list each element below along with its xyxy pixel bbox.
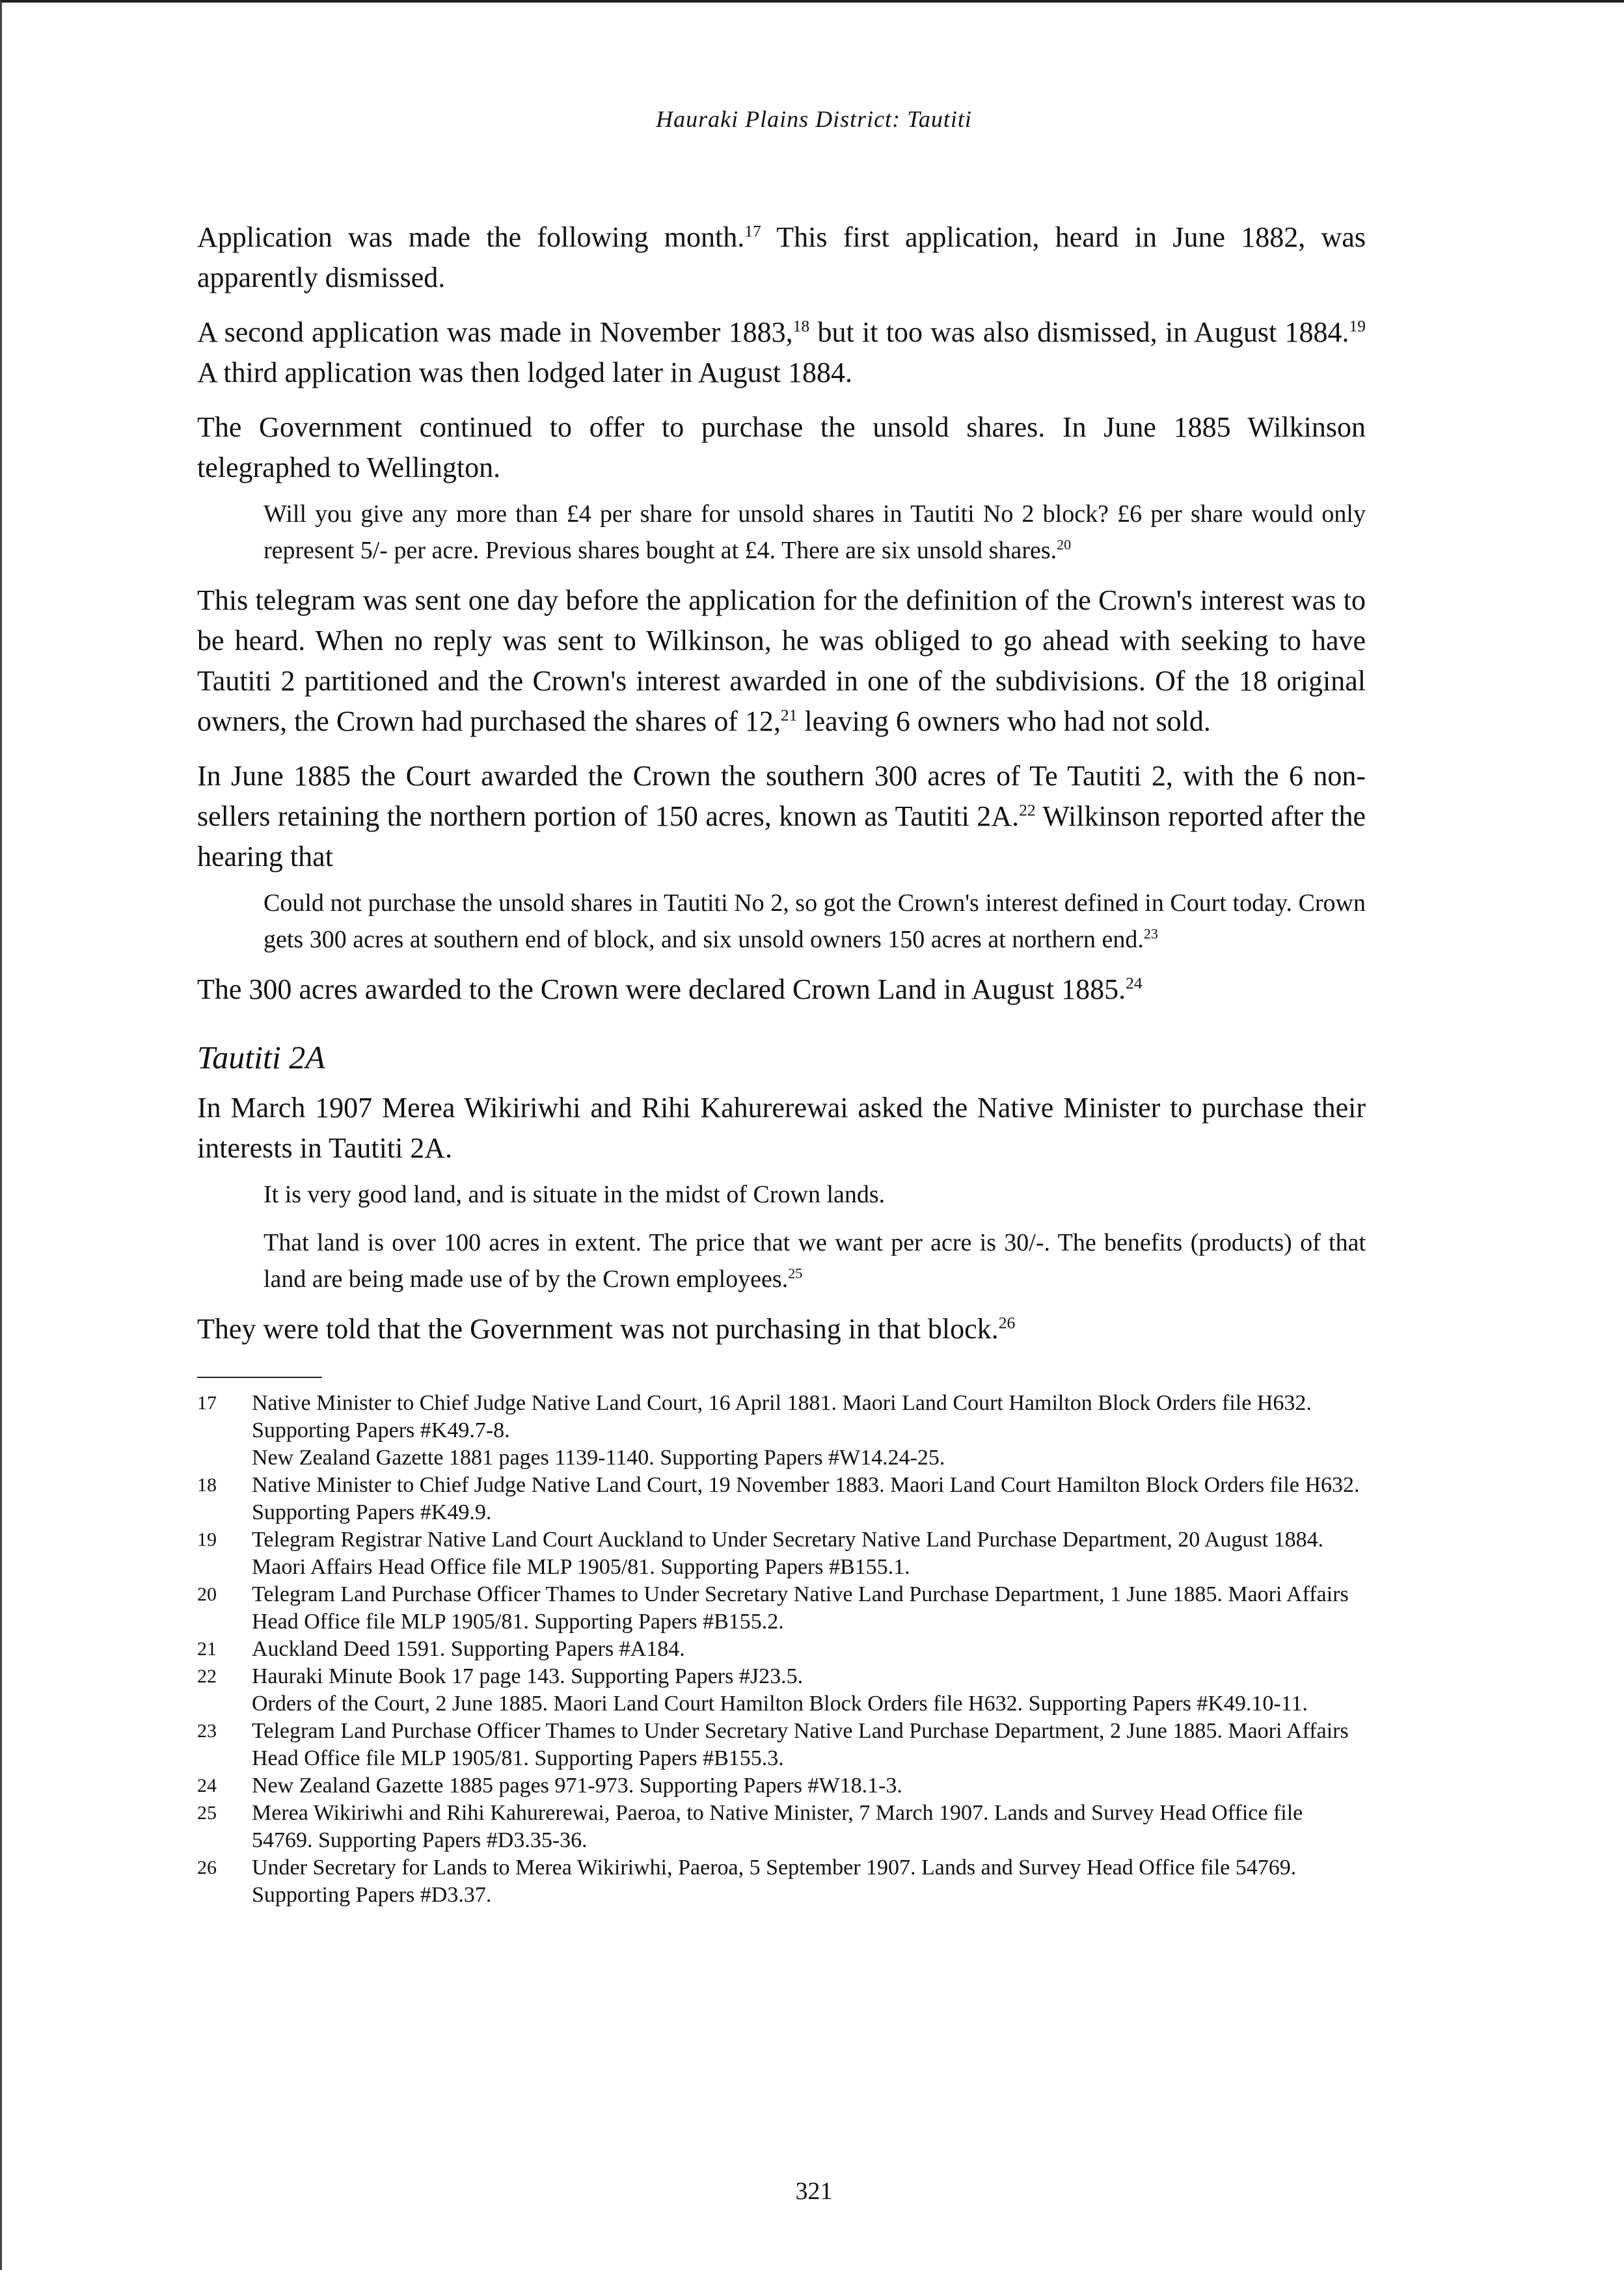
footnote-ref: 22 [1019,800,1036,820]
text-run: 2A [410,1132,446,1164]
running-head: Hauraki Plains District: Tautiti [656,106,972,132]
footnote-text [252,1526,1366,1581]
text-run: This telegram was sent one day before the application for the definition of the Crown's interest was to be heard. When no reply was sent to Wilkinson, he was obliged to go ahead with seeking to have Tautiti 2 partitioned and the Crown's interest awarded in one of the subdivisions. Of the 18 original owners, the Crown had purchased the shares of 12, [197,584,1366,737]
text-run: leaving 6 owners who had not sold. [797,705,1211,737]
footnote-line: Telegram Land Purchase Officer Thames to Under Secretary Native Land Purchase Department, 2 June 1885. Maori Affairs Head Office file MLP 1905/81. Supporting Papers #B155.3. [252,1719,1349,1770]
footnote-divider [197,1377,322,1378]
footnote-ref: 17 [744,221,761,241]
text-run: The 300 acres awarded to the Crown were declared Crown Land in August 1885. [197,973,1126,1005]
paragraph [197,756,1366,877]
text-run: . [1012,800,1020,832]
footnote [197,1526,1366,1581]
footnote-number: 19 [197,1529,217,1550]
paragraph [197,1309,1366,1349]
paragraph [197,312,1366,393]
footnote-ref: 25 [788,1265,803,1282]
text-run: Application was made the following month. [197,221,745,253]
footnote-number: 22 [197,1666,217,1687]
footnote-text [252,1636,1366,1663]
footnote-line: Merea Wikiriwhi and Rihi Kahurerewai, Paeroa, to Native Minister, 7 March 1907. Lands and Survey Head Office file 54769. Supporting Papers #D3.35-36. [252,1801,1303,1852]
footnote-ref: 23 [1143,925,1158,942]
footnotes [197,1390,1366,1909]
text-run: . [445,1132,453,1164]
text-run: A second application was made in November 1883, [197,316,793,348]
footnote [197,1800,1366,1854]
footnote-ref: 24 [1126,973,1143,993]
paragraph [197,217,1366,298]
footnote-number: 20 [197,1584,217,1605]
text-run: That land is over 100 acres in extent. The price that we want per acre is 30/-. The benefits (products) of that land are being made use of by the Crown employees. [264,1229,1366,1293]
footnote-text [252,1390,1366,1472]
footnote [197,1472,1366,1526]
footnote-line: Auckland Deed 1591. Supporting Papers #A184. [252,1637,685,1661]
page-number: 321 [795,2178,833,2205]
footnote-text [252,1772,1366,1800]
footnote-line: New Zealand Gazette 1881 pages 1139-1140. Supporting Papers #W14.24-25. [252,1446,945,1470]
paragraph [197,969,1366,1010]
main-text [197,217,1366,1909]
footnote-line: Under Secretary for Lands to Merea Wikiriwhi, Paeroa, 5 September 1907. Lands and Survey Head Office file 54769. Supporting Papers #D3.37. [252,1856,1297,1907]
block-quote [264,1224,1366,1297]
paragraph [197,1088,1366,1169]
footnote-line: Orders of the Court, 2 June 1885. Maori Land Court Hamilton Block Orders file H632. Supporting Papers #K49.10-11. [252,1692,1308,1716]
footnote-number: 21 [197,1638,217,1660]
footnote-text [252,1663,1366,1718]
footnote-text [252,1718,1366,1772]
text-run: This first application, heard in June 1882, was apparently dismissed. [197,221,1366,293]
paragraph: The Government continued to offer to purchase the unsold shares. In June 1885 Wilkinson telegraphed to Wellington. [197,411,1366,483]
footnote-ref: 21 [780,705,798,725]
footnote-number: 25 [197,1802,217,1824]
text-run: Wilkinson reported after the hearing that [197,800,1366,872]
section-heading: Tautiti 2A [197,1039,325,1075]
footnote-line: Telegram Registrar Native Land Court Auckland to Under Secretary Native Land Purchase Department, 20 August 1884. Maori Affairs Head Office file MLP 1905/81. Supporting Papers #B155.1. [252,1528,1324,1579]
footnote [197,1636,1366,1663]
footnote-number: 24 [197,1775,217,1796]
footnote [197,1581,1366,1636]
text-run: Will you give any more than £4 per share for unsold shares in Tautiti No 2 block? £6 per share would only represent 5/- per acre. Previous shares bought at £4. There are six unsold shares. [264,500,1366,564]
footnote [197,1854,1366,1909]
footnote-text [252,1472,1366,1526]
text-run: They were told that the Government was not purchasing in that block. [197,1313,999,1345]
footnote-ref: 18 [792,316,810,336]
footnote-text [252,1581,1366,1636]
footnote-ref: 20 [1057,536,1072,553]
text-run: but it too was also dismissed, in August 1884. [809,316,1349,348]
text-run: In June 1885 the Court awarded the Crown the southern 300 acres of Te Tautiti 2, with the 6 non-sellers retaining the northern portion of 150 acres, known as Tautiti [197,760,1366,832]
text-run: In March 1907 Merea Wikiriwhi and Rihi Kahurerewai asked the Native Minister to purchase their interests in Tautiti [197,1092,1366,1164]
paragraph [197,580,1366,742]
block-quote: It is very good land, and is situate in the midst of Crown lands. [264,1181,886,1208]
footnote-ref: 19 [1349,316,1366,336]
footnote-number: 17 [197,1392,217,1414]
footnote-line: Native Minister to Chief Judge Native Land Court, 16 April 1881. Maori Land Court Hamilton Block Orders file H632. Supporting Papers #K49.7-8. [252,1391,1312,1442]
footnote-text [252,1800,1366,1854]
footnote-line: Telegram Land Purchase Officer Thames to Under Secretary Native Land Purchase Department, 1 June 1885. Maori Affairs Head Office file MLP 1905/81. Supporting Papers #B155.2. [252,1582,1349,1634]
footnote [197,1772,1366,1800]
block-quote [264,885,1366,958]
footnote-line: Hauraki Minute Book 17 page 143. Supporting Papers #J23.5. [252,1664,804,1688]
text-run: A third application was then lodged later in August 1884. [197,357,852,388]
text-run: Could not purchase the unsold shares in Tautiti No 2, so got the Crown's interest defined in Court today. Crown gets 300 acres at southern end of block, and six unsold owners 150 acres at northern end. [264,889,1366,953]
footnote [197,1718,1366,1772]
block-quote [264,496,1366,569]
footnote-text [252,1854,1366,1909]
footnote-number: 18 [197,1474,217,1496]
footnote [197,1390,1366,1472]
text-run: 2A [977,800,1012,832]
footnote [197,1663,1366,1718]
footnote-line: Native Minister to Chief Judge Native Land Court, 19 November 1883. Maori Land Court Hamilton Block Orders file H632. Supporting Papers #K49.9. [252,1473,1360,1524]
footnote-line: New Zealand Gazette 1885 pages 971-973. Supporting Papers #W18.1-3. [252,1774,902,1798]
footnote-number: 23 [197,1720,217,1742]
footnote-ref: 26 [998,1313,1016,1332]
footnote-number: 26 [197,1857,217,1878]
